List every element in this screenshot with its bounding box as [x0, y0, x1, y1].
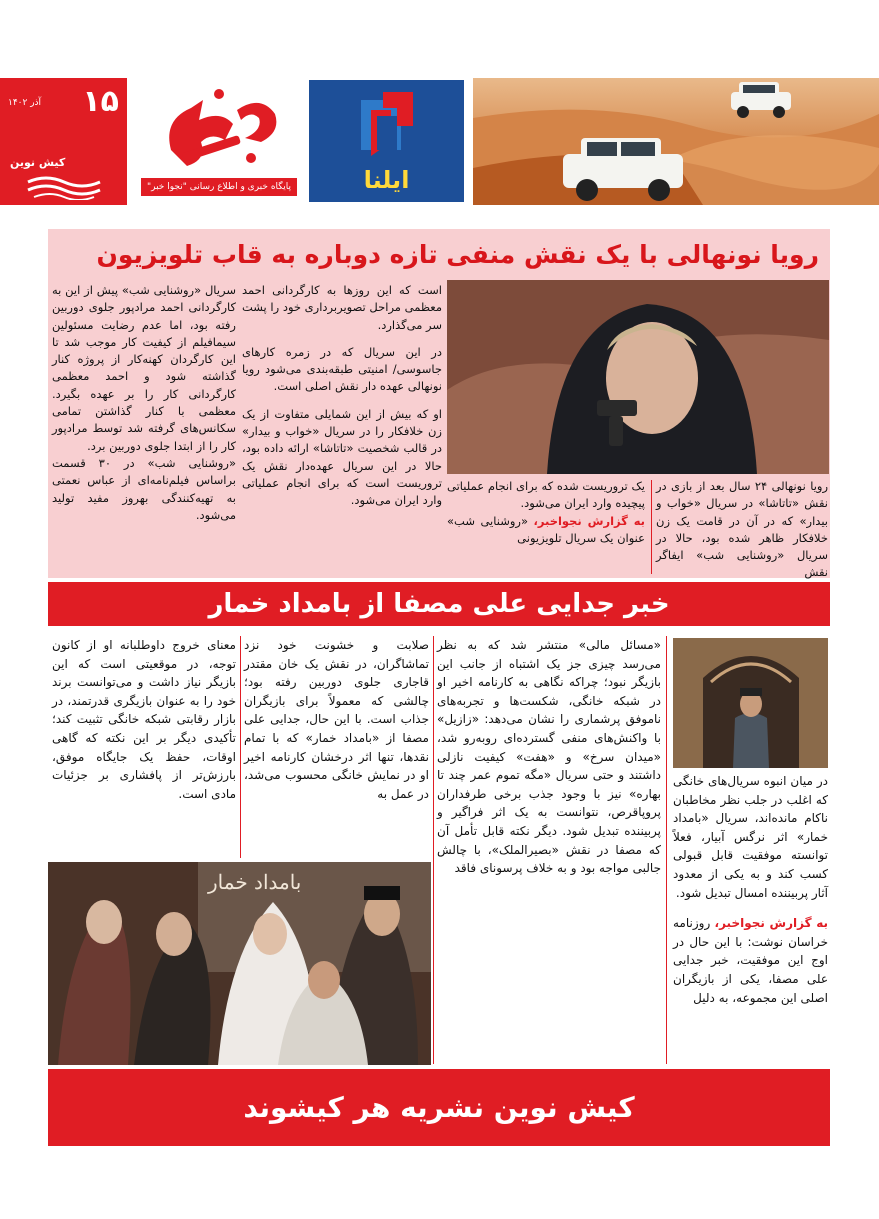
- story-1-para-5: «روشنایی شب» در ۳۰ قسمت براساس فیلم‌نامه‌ای از عباس نعمتی به تهیه‌کنندگی بهروز مفید تولید می‌شود.: [52, 455, 236, 522]
- footer-slogan: کیش نوین نشریه هر کیشوند: [48, 1069, 830, 1146]
- column-rule: [666, 636, 667, 1064]
- story-1-col-right: رویا نونهالی ۲۴ سال بعد از بازی در نقش «تاتاشا» در سریال «خواب و بیدار» که در آن در قامت یک زن خلافکار ظاهر شده بود، حالا در سریال «روشنایی شب» ایفاگر نقش: [656, 479, 828, 580]
- story-2-para-2: روزنامه خراسان نوشت: با این حال در اوج این موفقیت، خبر جدایی علی مصفا، یکی از بازیگران اصلی این مجموعه، به دلیل: [673, 916, 828, 1005]
- story-1-para-2: در این سریال که در زمره کارهای جاسوسی/ امنیتی طبقه‌بندی می‌شود رویا نونهالی عهده دار نقش اصلی است.: [242, 344, 442, 394]
- poster-title: بامداد خمار: [208, 870, 302, 894]
- story-1-col-left2: [52, 282, 236, 574]
- waves-icon: [26, 174, 102, 200]
- story-2-col-mid: «مسائل مالی» منتشر شد که به نظر می‌رسد چیزی جز یک اشتباه از جانب این بازیگر نبود؛ چراکه نگاهی به کارنامه اخیر او در شبکه خانگی، شکست‌ها و تجربه‌های ناموفق پرشماری را نشان می‌دهد: «زازیل» با واکنش‌های منفی گسترده‌ای روبه‌رو شد، «میدان سرخ» و «هفت» کیفیت نازلی داشتند و حتی سریال «مگه تموم عمر چند تا بهاره» نیز با وجود جذب برخی طرفداران پروپاقرص، نتوانست به یک اثر فراگیر و پربیننده تبدیل شود. دیگر نکته قابل تأمل آن که مصفا در نقش «بصیرالملک»، با چالش جالبی مواجه بود و به خلاف پرسونای فاقد: [437, 638, 661, 876]
- desert-cars-image: [473, 78, 879, 205]
- actress-with-gun-image: [447, 280, 829, 474]
- story-1-para-4: سریال «روشنایی شب» پیش از این به کارگردانی احمد مرادپور جلوی دوربین رفته بود، اما عدم رضایت مسئولین سیمافیلم از کیفیت کار موجب شد تا این کارگردان کهنه‌کار از پروژه کنار گذاشته شود و احمد معظمی کارگردانی کار را بر عهده بگیرد. معظمی با کنار گذاشتن تمامی سکانس‌های گرفته شد توسط مرادپور کار را از ابتدا جلوی دوربین برد.: [52, 283, 236, 453]
- column-rule: [240, 636, 241, 858]
- ilna-emblem-icon: [357, 90, 417, 164]
- story-1-col-left1: [242, 282, 442, 574]
- bamdad-khomar-poster: [48, 862, 431, 1065]
- story-2-actor-photo: [673, 638, 828, 768]
- story-2-title: خبر جدایی علی مصفا از بامداد خمار: [48, 582, 830, 626]
- najva-khabar-logo: [141, 80, 297, 202]
- story-1-mid-rest: «روشنایی شب» عنوان یک سریال تلویزیونی: [447, 513, 645, 545]
- story-1-mid-lead-a: یک تروریست شده که برای انجام عملیاتی پیچیده وارد ایران می‌شود.: [447, 479, 645, 511]
- ilna-label: ایلنا: [363, 166, 410, 194]
- page-number: ۱۵: [82, 84, 119, 119]
- desert-safari-banner: [473, 78, 879, 205]
- actor-in-doorway-image: [673, 638, 828, 768]
- story-2-col-left2: معنای خروج داوطلبانه او از کانون توجه، در موقعیتی است که این بازیگر نیاز داشت و می‌توانست برند خود را به عنوان بازیگری قدرتمند، در بازار رقابتی شبکه خانگی تثبیت کند؛ تأکیدی دیگر بر این نکته که گاهی اوقات، حفظ یک جایگاه موفق، بارزش‌تر از پافشاری بر جزئیات مادی است.: [52, 638, 236, 801]
- issue-date: آذر ۱۴۰۲: [8, 98, 42, 108]
- logo-caption: پایگاه خبری و اطلاع رسانی "نجوا خبر": [141, 178, 297, 196]
- column-rule: [433, 636, 434, 1064]
- story-1-source: به گزارش نجواخبر،: [533, 513, 645, 528]
- story-2-para-1: در میان انبوه سریال‌های خانگی که اغلب در جلب نظر مخاطبان ناکام مانده‌اند، سریال «بامداد خمار» اثر نرگس آبیار، فعلاً توانسته موفقیت قابل قبولی کسب کند و به یکی از معدود آثار پربیننده امسال تبدیل شود.: [673, 774, 828, 900]
- story-1-photo: [447, 280, 829, 474]
- story-1-para-1: است که این روزها به کارگردانی احمد معظمی مراحل تصویربرداری خود را پشت سر می‌گذارد.: [242, 283, 442, 332]
- column-rule: [651, 480, 652, 574]
- brand-name: کیش نوین: [10, 156, 66, 169]
- story-1-title: رویا نونهالی با یک نقش منفی تازه دوباره به قاب تلویزیون: [96, 240, 819, 269]
- story-2-col-right: [673, 772, 828, 1062]
- story-2-col-left1: صلابت و خشونت خود نزد تماشاگران، در نقش یک خان مقتدر قاجاری جلوی دوربین رفته بود؛ چالشی که معمولاً برای بازیگران جذاب است. با این حال، جدایی علی مصفا از «بامداد خمار» که با تمام نقدها، تنها اثر درخشان کارنامه اخیر او در نمایش خانگی محسوب می‌شد، در عمل به: [244, 638, 429, 801]
- ilna-logo: [309, 80, 464, 202]
- story-1-col-mid: [447, 478, 645, 574]
- najva-logo-icon: [141, 80, 297, 178]
- story-1-para-3: او که بیش از این شمایلی متفاوت از یک زن خلافکار را در سریال «خواب و بیدار» در قالب شخصیت «تاتاشا» ارائه داده بود، حالا در این سریال عهده‌دار نقش یک تروریست است که برای انجام عملیاتی وارد ایران می‌شود.: [242, 406, 442, 508]
- story-2-source: به گزارش نجواخبر،: [714, 916, 828, 931]
- page-number-tab: [0, 78, 127, 205]
